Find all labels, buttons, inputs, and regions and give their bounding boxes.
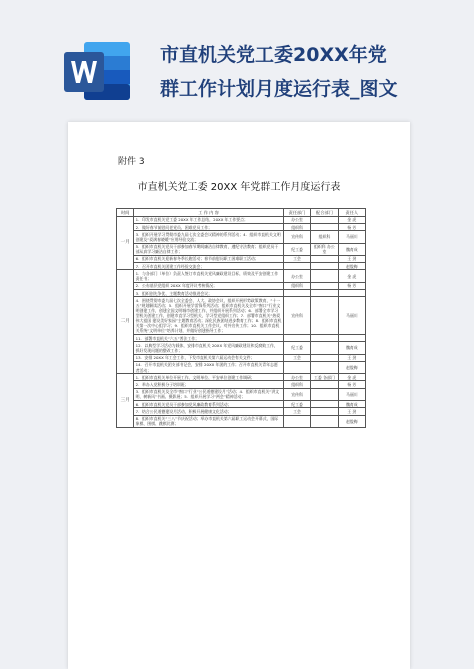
coop-cell — [311, 354, 338, 361]
table-row — [117, 223, 366, 230]
month-cell: 二月 — [117, 270, 134, 374]
lead-cell: 杨 芳 — [338, 223, 365, 230]
lead-cell: 杨 芳 — [338, 381, 365, 388]
lead-cell: 马丽川 — [338, 388, 365, 400]
coop-cell — [311, 282, 338, 289]
lead-cell: 魏育成 — [338, 243, 365, 255]
dept-cell: 宣传科 — [283, 231, 310, 243]
lead-cell: 王 劲 — [338, 255, 365, 262]
dept-cell — [283, 415, 310, 427]
lead-cell: 赵俊梅 — [338, 263, 365, 270]
month-cell: 三月 — [117, 374, 134, 428]
dept-cell: 纪工委 — [283, 401, 310, 408]
coop-cell — [311, 335, 338, 342]
table-row — [117, 263, 366, 270]
table-row — [117, 361, 366, 373]
task-cell: 6．组织市直机关党员干部参加党风廉政教育系列活动； — [134, 401, 283, 408]
lead-cell: 赵俊梅 — [338, 415, 365, 427]
table-row — [117, 354, 366, 361]
dept-cell — [283, 335, 310, 342]
document-title — [160, 38, 460, 106]
dept-cell: 办公室 — [283, 270, 310, 282]
dept-cell: 组织科 — [283, 223, 310, 230]
attachment-label: 附件 3 — [118, 157, 145, 167]
table-row — [117, 388, 366, 400]
coop-cell — [311, 263, 338, 270]
coop-cell — [311, 270, 338, 282]
table-title: 市直机关党工委 20XX 年党群工作月度运行表 — [137, 182, 341, 193]
task-cell: 2．做好春节前慰问老党员、困难党员工作； — [134, 223, 283, 230]
task-cell: 3．组织市直机关及全市“窗口”行业“公民道德建设月”活动；4．组织市直机关“讲文明、树新风”书画、摄影展；5．组织开展学习“两会”精神活动； — [134, 388, 283, 400]
lead-cell: 魏育成 — [338, 342, 365, 354]
task-cell: 12．以典型学习活动为载体，安排市直机关 20XX 年党风廉政建设和反腐败工作，抓好发现问题的整改工作； — [134, 342, 283, 354]
task-cell: 3．组织创先争优、主题教育活动推进会议； — [134, 290, 283, 297]
coop-cell — [311, 223, 338, 230]
dept-cell: 组织科 — [283, 282, 310, 289]
title-line-1: 市直机关党工委20XX年党 — [160, 44, 387, 66]
table-row — [117, 270, 366, 282]
task-cell: 4．围绕贯彻市委九届七次全委会、人大、政协会议，组织开展形势政策教育，“十一五”规划解读活动；5．组织开展学雷锋系列活动；组织市直机关及全市“窗口”行业文明创建工作，创建全国文明城市创建工作，并组织开展系列活动；6．部署全市学习型机关创建工作，创建市直学习型机关，学习型党组织工作；7．部署市直机关“热爱伟大祖国 建设美好家园”主题教育活动；深化民族团结进步教育工作；8．组织市直机关第一次中心组学习；9．组织市直机关工作会议、对外宣传工作；10．组织市直机关系统“文明单位”培养计划，并做好创建指导工作； — [135, 297, 282, 334]
coop-cell — [311, 255, 338, 262]
lead-cell: 马丽川 — [338, 231, 365, 243]
task-cell: 3．组织开展学习贯彻市委九届七次全委会议精神的系列活动；4．组织市直机关文明创建及“爱满春晓暖”应用经验交流； — [134, 231, 283, 243]
lead-cell: 金 虎 — [338, 216, 365, 223]
table-row — [117, 290, 366, 297]
table-row — [117, 415, 366, 427]
task-cell: 1．组织市直机关单位开展工作、文明单位、平安单位创建工作调研； — [134, 374, 283, 381]
dept-cell: 纪工委 — [283, 243, 310, 255]
dept-cell: 工会 — [283, 408, 310, 415]
lead-cell: 赵俊梅 — [338, 361, 365, 373]
coop-cell — [311, 342, 338, 354]
table-row — [117, 381, 366, 388]
work-plan-table — [116, 208, 366, 428]
table-row — [117, 243, 366, 255]
coop-cell — [311, 401, 338, 408]
dept-cell — [283, 290, 310, 297]
task-cell: 13．安排 20XX 年工会工作，下发市直机关第六届运动会有关文件； — [134, 354, 283, 361]
coop-cell — [311, 388, 338, 400]
coop-cell — [311, 408, 338, 415]
dept-cell: 办公室 — [283, 374, 310, 381]
dept-cell — [283, 263, 310, 270]
task-cell: 1．印发市直机关党工委 20XX 年工作总结，20XX 年工作要点； — [134, 216, 283, 223]
task-cell: 1．与各部门（单位）负责人签订市直机关党风廉政建设目标，绩效及平安创建工作责任书； — [134, 270, 283, 282]
lead-cell: 王 劲 — [338, 408, 365, 415]
table-row — [117, 297, 366, 335]
table-row — [117, 401, 366, 408]
lead-cell: 金 虎 — [338, 270, 365, 282]
task-cell: 14．召开市直机关团支部书记会，安排 20XX 年团的工作；召开市直机关青年志愿者活动； — [134, 361, 283, 373]
dept-cell: 工会 — [283, 354, 310, 361]
column-header: 时间 — [117, 209, 134, 217]
lead-cell — [338, 290, 365, 297]
document-page — [68, 122, 410, 669]
dept-cell — [283, 361, 310, 373]
lead-cell: 马丽川 — [338, 297, 365, 335]
table-row — [117, 216, 366, 223]
coop-cell — [311, 381, 338, 388]
task-cell: 6．组织市直机关迎新春冬季长跑活动；春节前慰问职工困难职工活动； — [134, 255, 283, 262]
table-row — [117, 231, 366, 243]
header — [0, 0, 474, 120]
column-header: 责任部门 — [283, 209, 310, 217]
task-cell: 7．召开市直机关团建工作经验交流会； — [134, 263, 283, 270]
dept-cell: 宣传科 — [283, 388, 310, 400]
lead-cell: 杨 芳 — [338, 282, 365, 289]
coop-cell: 工委 各部门 — [311, 374, 338, 381]
table-row — [117, 374, 366, 381]
month-cell: 一月 — [117, 216, 134, 270]
lead-cell: 金 虎 — [338, 374, 365, 381]
lead-cell: 王 劲 — [338, 354, 365, 361]
word-document-icon — [62, 40, 132, 102]
table-row — [117, 335, 366, 342]
task-cell: 11．部署市直机关“六五”普法工作； — [134, 335, 283, 342]
coop-cell: 组织科 — [311, 231, 338, 243]
title-line-2: 群工作计划月度运行表_图文 — [160, 78, 398, 100]
task-cell: 2．公布基层党组织 20XX 年度评议考核情况； — [134, 282, 283, 289]
task-cell: 7．结合公民道德建设月活动，积极开展健康文化活动； — [134, 408, 283, 415]
column-header: 工 作 内 容 — [134, 209, 283, 217]
dept-cell: 纪工委 — [283, 342, 310, 354]
dept-cell: 宣传科 — [283, 297, 310, 335]
task-cell: 2．举办入党积极分子培训班； — [134, 381, 283, 388]
coop-cell — [311, 216, 338, 223]
coop-cell — [311, 415, 338, 427]
table-row — [117, 255, 366, 262]
coop-cell — [311, 297, 338, 335]
dept-cell: 办公室 — [283, 216, 310, 223]
dept-cell: 组织科 — [283, 381, 310, 388]
column-header: 责任人 — [338, 209, 365, 217]
table-row — [117, 282, 366, 289]
table-header-row — [117, 209, 366, 217]
table-row — [117, 342, 366, 354]
coop-cell — [311, 361, 338, 373]
coop-cell — [311, 290, 338, 297]
table-row — [117, 408, 366, 415]
task-cell: 5．组织市直机关党员干部参加春节期间廉洁自律教育，遵纪守法教育；组织党员干部从真学习廉洁自律工作； — [134, 243, 283, 255]
dept-cell: 工会 — [283, 255, 310, 262]
task-cell: 8．组织市直机关“三八”节庆祝活动；举办市直机关第六届职工运动会开幕式，国际象棋、围棋、跳棋比赛； — [134, 415, 283, 427]
column-header: 配合部门 — [311, 209, 338, 217]
coop-cell: 组织科 办公室 — [311, 243, 338, 255]
lead-cell — [338, 335, 365, 342]
lead-cell: 魏育成 — [338, 401, 365, 408]
